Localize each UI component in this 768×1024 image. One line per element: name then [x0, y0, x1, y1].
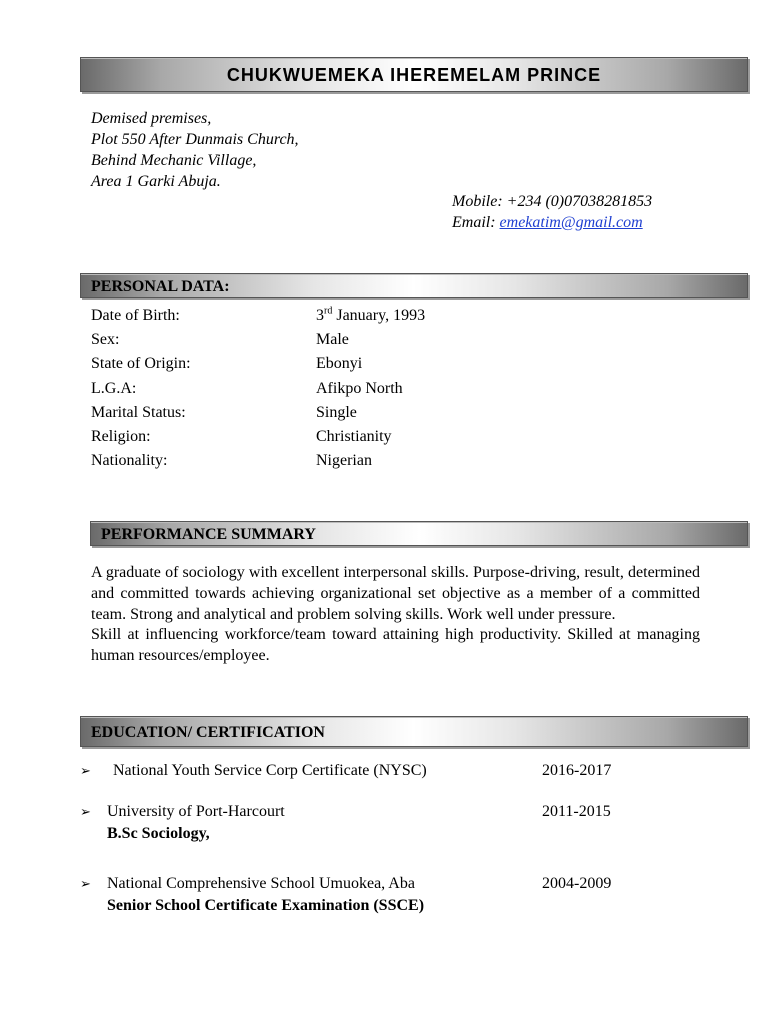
personal-row: [91, 425, 425, 449]
field-value: Single: [316, 403, 357, 421]
name-header-bar: [80, 57, 748, 92]
personal-row: [91, 352, 425, 376]
field-value: [316, 304, 425, 328]
field-label: L.G.A:: [91, 379, 137, 397]
institution: National Comprehensive School Umuokea, Aba: [107, 875, 415, 892]
section-heading: PERFORMANCE SUMMARY: [101, 526, 316, 543]
field-label: Religion:: [91, 427, 151, 445]
email-label: Email:: [452, 214, 500, 231]
institution: National Youth Service Corp Certificate (NYSC): [113, 762, 427, 779]
personal-data-table: [91, 304, 425, 473]
arrow-bullet-icon: ➢: [80, 804, 91, 819]
personal-row: [91, 377, 425, 401]
institution: University of Port-Harcourt: [107, 803, 285, 820]
personal-row: [91, 328, 425, 352]
summary-paragraph: A graduate of sociology with excellent interpersonal skills. Purpose-driving, result, determined and committed towards achieving organizational set objective as a member of a committed team. Strong and analytical and problem solving skills. Work well under pressure.: [91, 564, 700, 623]
arrow-bullet-icon: ➢: [80, 763, 91, 778]
arrow-bullet-icon: ➢: [80, 876, 91, 891]
field-value: Christianity: [316, 427, 392, 445]
degree: Senior School Certificate Examination (SSCE): [107, 897, 425, 914]
field-label: Nationality:: [91, 452, 168, 470]
email-link[interactable]: emekatim@gmail.com: [499, 214, 643, 231]
field-label: Date of Birth:: [91, 307, 180, 324]
field-label: Sex:: [91, 331, 120, 349]
address-line: Plot 550 After Dunmais Church,: [91, 131, 299, 148]
personal-row: [91, 449, 425, 473]
performance-summary-text: [91, 563, 700, 667]
candidate-name: CHUKWUEMEKA IHEREMELAM PRINCE: [226, 65, 602, 85]
field-value: Nigerian: [316, 452, 372, 470]
email-line: [452, 212, 652, 233]
performance-summary-heading-bar: [90, 521, 748, 546]
summary-paragraph: Skill at influencing workforce/team toward attaining high productivity. Skilled at managing human resources/employee.: [91, 626, 700, 665]
contact-block: [452, 191, 652, 233]
address-block: [91, 108, 299, 192]
dob-suffix: rd: [324, 305, 333, 317]
field-label: Marital Status:: [91, 403, 186, 421]
section-heading: EDUCATION/ CERTIFICATION: [91, 724, 325, 741]
address-line: Area 1 Garki Abuja.: [91, 173, 221, 190]
dob-day: 3: [316, 307, 324, 324]
address-line: Demised premises,: [91, 110, 212, 127]
years: 2004-2009: [542, 875, 612, 892]
degree: B.Sc Sociology,: [107, 825, 210, 842]
education-heading-bar: [80, 716, 748, 747]
years: 2016-2017: [542, 762, 612, 779]
personal-row: [91, 304, 425, 328]
years: 2011-2015: [542, 803, 611, 820]
mobile-number: Mobile: +234 (0)07038281853: [452, 193, 653, 210]
field-label: State of Origin:: [91, 355, 191, 373]
dob-rest: January, 1993: [332, 307, 426, 324]
section-heading: PERSONAL DATA:: [91, 278, 230, 295]
personal-data-heading-bar: [80, 273, 748, 298]
field-value: Afikpo North: [316, 379, 403, 397]
personal-row: [91, 401, 425, 425]
field-value: Ebonyi: [316, 355, 363, 373]
field-value: Male: [316, 331, 349, 349]
address-line: Behind Mechanic Village,: [91, 152, 257, 169]
